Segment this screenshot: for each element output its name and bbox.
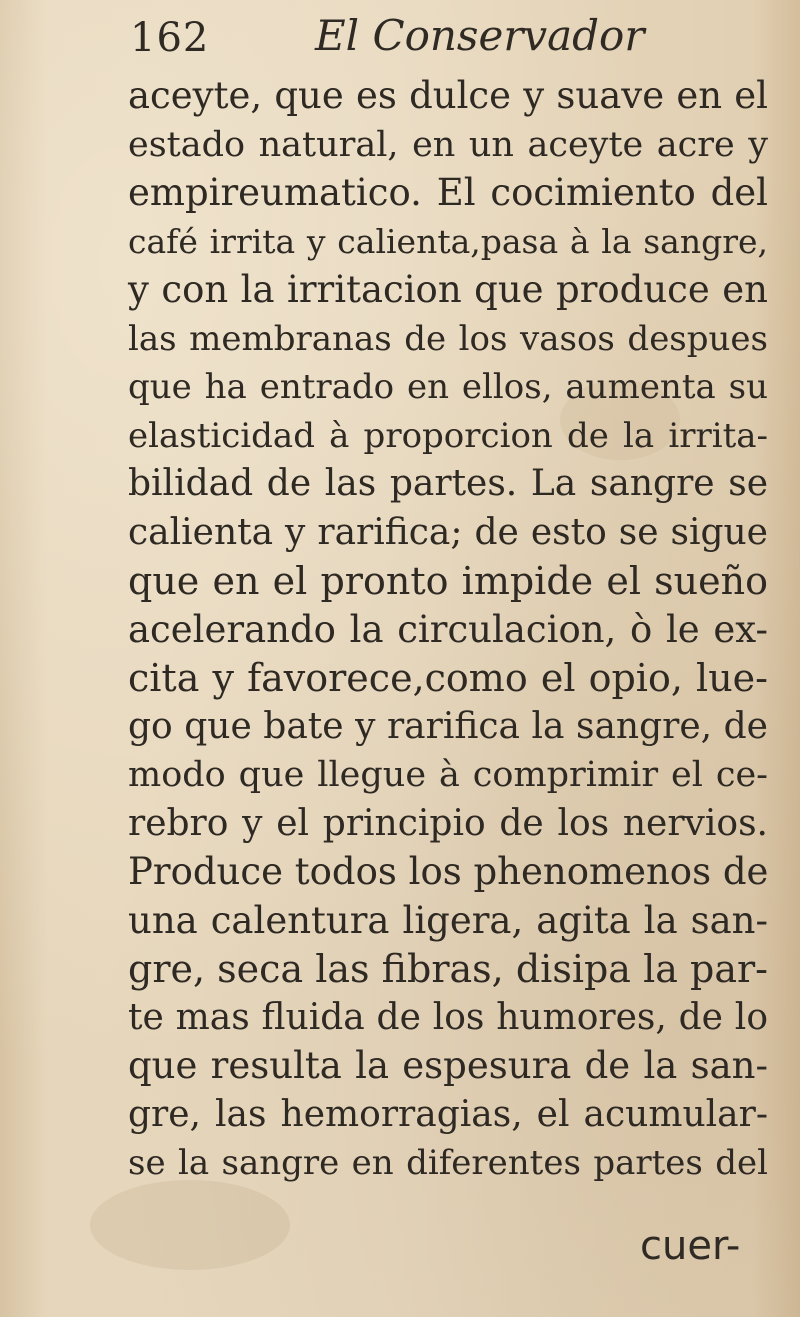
text-line: aceyte, que es dulce y suave en el — [128, 74, 768, 117]
text-line: elasticidad à proporcion de la irrita- — [128, 415, 768, 456]
text-line: go que bate y rarifica la sangre, de — [128, 705, 768, 747]
text-line: que resulta la espesura de la san- — [128, 1044, 768, 1087]
text-line: acelerando la circulacion, ò le ex- — [128, 607, 768, 651]
text-line: se la sangre en diferentes partes del — [128, 1143, 768, 1183]
text-line: gre, seca las fibras, disipa la par- — [128, 947, 768, 991]
catchword: cuer- — [640, 1223, 741, 1269]
running-title: El Conservador — [315, 11, 645, 60]
paper-stain — [90, 1180, 290, 1270]
text-line: y con la irritacion que produce en — [128, 268, 768, 311]
text-line: cita y favorece,como el opio, lue- — [128, 656, 768, 700]
text-line: estado natural, en un aceyte acre y — [128, 124, 768, 165]
text-line: gre, las hemorragias, el acumular- — [128, 1093, 768, 1135]
text-line: modo que llegue à comprimir el ce- — [128, 755, 768, 795]
text-line: que en el pronto impide el sueño — [128, 559, 768, 603]
text-line: calienta y rarifica; de esto se sigue — [128, 511, 768, 553]
text-line: las membranas de los vasos despues — [128, 318, 768, 359]
text-line: empireumatico. El cocimiento del — [128, 171, 768, 214]
text-line: café irrita y calienta,pasa à la sangre, — [128, 221, 768, 261]
page-number: 162 — [130, 15, 210, 61]
text-line: rebro y el principio de los nervios. — [128, 802, 768, 844]
text-line: bilidad de las partes. La sangre se — [128, 463, 768, 504]
text-line: Produce todos los phenomenos de — [128, 850, 769, 893]
text-line: te mas fluida de los humores, de lo — [128, 996, 768, 1038]
text-line: que ha entrado en ellos, aumenta su — [128, 367, 768, 407]
text-line: una calentura ligera, agita la san- — [128, 898, 768, 942]
